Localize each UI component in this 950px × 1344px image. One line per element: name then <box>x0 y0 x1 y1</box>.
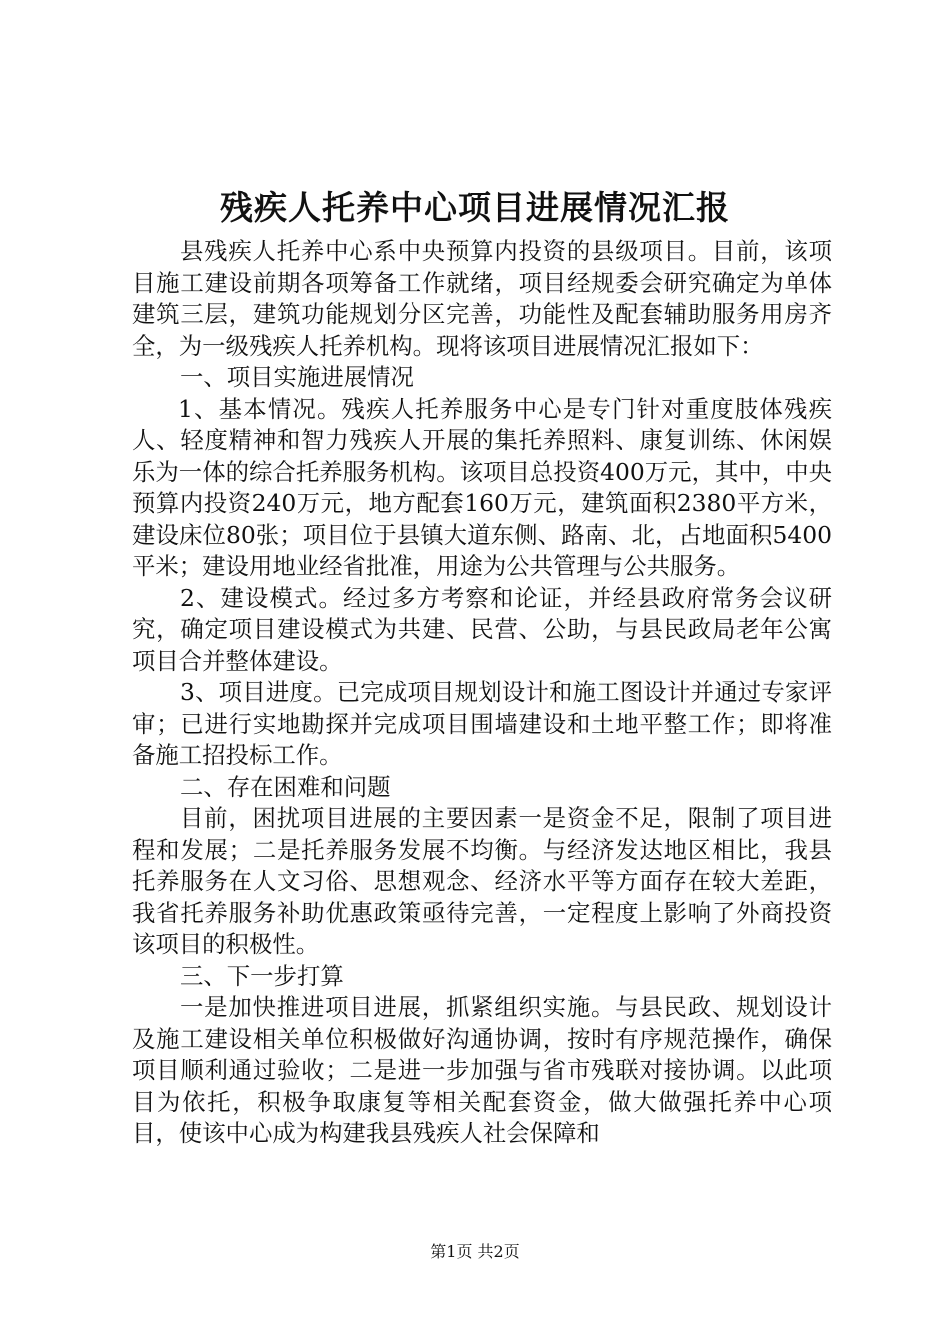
paragraph-difficulties: 目前，困扰项目进展的主要因素一是资金不足，限制了项目进程和发展；二是托养服务发展不均衡。与经济发达地区相比，我县托养服务在人文习俗、思想观念、经济水平等方面存在较大差距，我省托养服务补助优惠政策亟待完善，一定程度上影响了外商投资该项目的积极性。 <box>132 804 832 958</box>
page-footer: 第1页 共2页 <box>430 1242 520 1261</box>
paragraph-construction-mode: 2、建设模式。经过多方考察和论证，并经县政府常务会议研究，确定项目建设模式为共建、民营、公助，与县民政局老年公寓项目合并整体建设。 <box>132 583 832 675</box>
paragraph-intro: 县残疾人托养中心系中央预算内投资的县级项目。目前，该项目施工建设前期各项筹备工作就绪，项目经规委会研究确定为单体建筑三层，建筑功能规划分区完善，功能性及配套辅助服务用房齐全，为一级残疾人托养机构。现将该项目进展情况汇报如下： <box>132 237 832 360</box>
section-heading-3: 三、下一步打算 <box>180 961 344 990</box>
section-heading-2: 二、存在困难和问题 <box>180 772 391 801</box>
document-body <box>132 236 832 1150</box>
paragraph-basic-info: 1、基本情况。残疾人托养服务中心是专门针对重度肢体残疾人、轻度精神和智力残疾人开展的集托养照料、康复训练、休闲娱乐为一体的综合托养服务机构。该项目总投资400万元，其中，中央预算内投资240万元，地方配套160万元，建筑面积2380平方米，建设床位80张；项目位于县镇大道东侧、路南、北，占地面积5400平米；建设用地业经省批准，用途为公共管理与公共服务。 <box>132 394 832 580</box>
paragraph-progress: 3、项目进度。已完成项目规划设计和施工图设计并通过专家评审；已进行实地勘探并完成项目围墙建设和土地平整工作；即将准备施工招投标工作。 <box>132 678 832 769</box>
section-heading-1: 一、项目实施进展情况 <box>180 363 414 391</box>
paragraph-next-steps: 一是加快推进项目进展，抓紧组织实施。与县民政、规划设计及施工建设相关单位积极做好沟通协调，按时有序规范操作，确保项目顺利通过验收；二是进一步加强与省市残联对接协调。以此项目为依托，积极争取康复等相关配套资金，做大做强托养中心项目，使该中心成为构建我县残疾人社会保障和 <box>132 993 832 1147</box>
document-title: 残疾人托养中心项目进展情况汇报 <box>220 188 730 227</box>
